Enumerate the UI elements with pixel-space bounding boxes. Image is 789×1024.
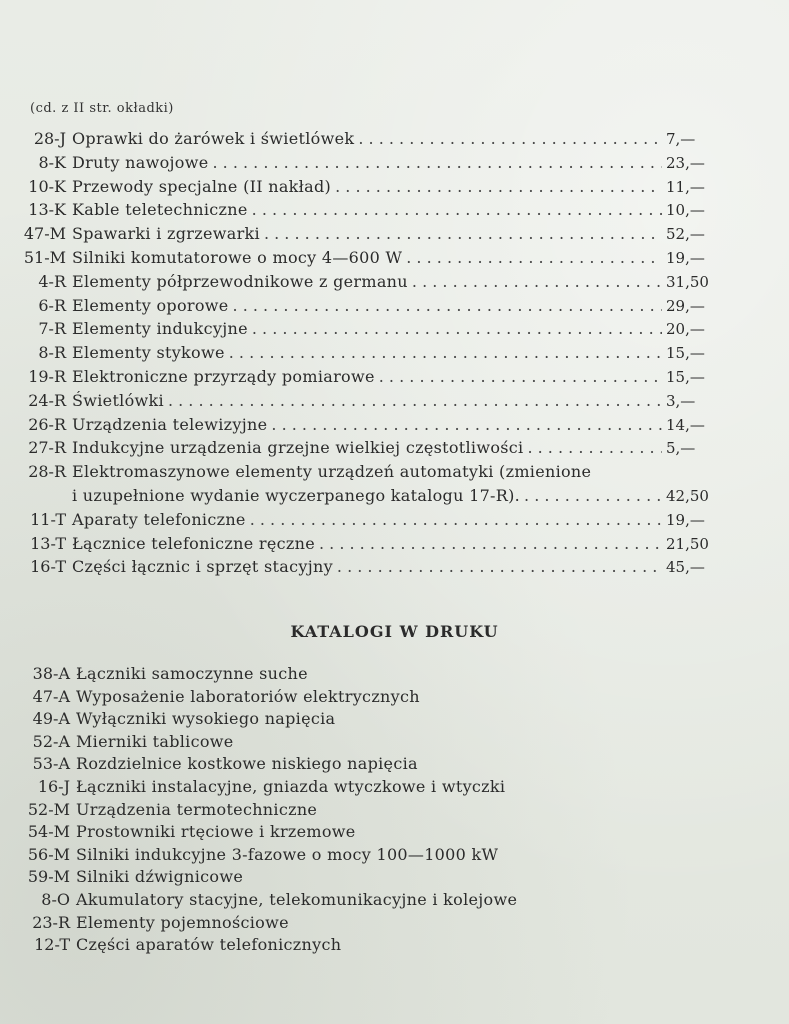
catalog-code: 28-J [33,129,66,148]
price-list-row [22,391,718,415]
catalog-code: 8-R [38,343,66,363]
dot-leader [168,391,662,410]
catalog-title: Łączniki samoczynne suche [76,664,308,683]
catalog-title: Kable teletechniczne [72,200,248,220]
catalog-code: 10-K [28,176,66,196]
list-item [22,913,722,936]
catalog-title: Oprawki do żarówek i świetlówek [72,129,355,148]
catalog-title: Świetlówki [72,390,164,410]
dot-leader [337,557,662,576]
catalog-title: Łączniki instalacyjne, gniazda wtyczkowe i wtyczki [76,776,506,796]
catalog-title: Części łącznic i sprzęt stacyjny [72,557,333,577]
catalog-code: 8-K [38,152,66,172]
dot-leader [406,248,662,267]
price-list-row [22,224,718,248]
catalog-price: 15,— [666,344,705,363]
price-list-row-continuation [22,486,718,510]
list-item [22,777,722,800]
catalog-code: 51-M [23,247,66,267]
dot-leader [264,224,662,243]
price-list-row [22,534,718,558]
list-item [22,664,722,687]
catalog-code: 13-T [30,533,66,553]
price-list-row [22,415,718,439]
catalog-code: 12-T [34,935,70,955]
catalog-title: Przewody specjalne (II nakład) [72,176,332,196]
catalog-price: 52,— [666,225,705,244]
price-list-row [22,510,718,534]
price-list-row [22,319,718,343]
price-list-row [22,438,718,462]
catalog-price: 10,— [666,201,705,220]
catalog-price: 19,— [666,248,705,267]
price-list [22,129,718,581]
catalog-price: 11,— [666,177,705,196]
dot-leader [252,319,662,338]
price-list-row [22,129,718,153]
catalog-title: i uzupełnione wydanie wyczerpanego katalogu 17-R). [72,485,521,505]
catalog-code: 28-R [28,462,66,482]
catalog-code: 19-R [28,366,66,386]
list-item [22,822,722,845]
catalog-title: Silniki komutatorowe o mocy 4—600 W [72,247,403,267]
catalog-code: 38-A [32,664,70,683]
catalog-title: Wyłączniki wysokiego napięcia [76,709,336,729]
list-item [22,890,722,913]
catalog-title: Łącznice telefoniczne ręczne [72,533,315,553]
catalog-price: 20,— [666,320,705,339]
dot-leader [212,153,662,172]
catalog-title: Elementy pojemnościowe [76,912,289,932]
price-list-row [22,177,718,201]
catalog-title: Urządzenia termotechniczne [76,799,318,819]
catalog-price: 31,50 [666,272,709,291]
catalog-title: Mierniki tablicowe [76,731,234,751]
catalog-code: 11-T [30,509,66,529]
list-item [22,709,722,732]
catalog-price: 19,— [666,510,705,529]
catalog-code: 13-K [28,200,66,220]
catalog-title: Elektroniczne przyrządy pomiarowe [72,366,375,386]
continuation-note: (cd. z II str. okładki) [30,101,174,116]
dot-leader [233,296,662,315]
catalog-code: 27-R [28,438,66,458]
dot-leader [335,177,662,196]
catalog-price: 15,— [666,367,705,386]
catalog-title: Elementy oporowe [72,295,229,315]
catalog-title: Części aparatów telefonicznych [76,935,342,955]
catalog-price: 14,— [666,415,705,434]
catalog-title: Aparaty telefoniczne [72,509,246,529]
in-print-list [22,664,722,958]
catalog-title: Rozdzielnice kostkowe niskiego napięcia [76,754,418,774]
catalog-title: Silniki dźwignicowe [76,867,244,887]
list-item [22,732,722,755]
catalog-code: 26-R [28,414,66,434]
catalog-title: Indukcyjne urządzenia grzejne wielkiej częstotliwości [72,438,524,458]
list-item [22,754,722,777]
dot-leader [524,486,662,505]
catalog-code: 16-T [30,557,66,577]
catalog-code: 56-M [27,844,70,864]
catalog-code: 49-A [32,709,70,729]
catalog-code: 52-M [27,799,70,819]
catalog-title: Silniki indukcyjne 3-fazowe o mocy 100—1000 kW [76,844,499,864]
dot-leader [252,200,662,219]
catalog-price: 23,— [666,153,705,172]
catalog-code: 47-A [32,686,70,706]
list-item [22,687,722,710]
catalog-code: 52-A [32,731,70,751]
price-list-row [22,367,718,391]
list-item [22,867,722,890]
catalog-title: Elektromaszynowe elementy urządzeń automatyki (zmienione [72,462,592,482]
catalog-title: Wyposażenie laboratoriów elektrycznych [76,686,420,706]
dot-leader [229,343,662,362]
list-item [22,845,722,868]
catalog-title: Urządzenia telewizyjne [72,414,268,434]
dot-leader [319,534,662,553]
catalog-title: Akumulatory stacyjne, telekomunikacyjne i kolejowe [76,889,518,909]
catalog-code: 4-R [38,271,66,291]
catalog-price: 45,— [666,558,705,577]
price-list-row [22,296,718,320]
catalog-title: Prostowniki rtęciowe i krzemowe [76,822,356,842]
dot-leader [250,510,662,529]
catalog-code: 59-M [27,867,70,887]
catalog-price: 42,50 [666,486,709,505]
catalog-code: 47-M [23,224,66,244]
catalog-title: Spawarki i zgrzewarki [72,224,260,244]
catalog-price: 29,— [666,296,705,315]
catalog-price: 7,— [666,130,696,148]
catalog-code: 8-O [41,889,70,909]
dot-leader [379,367,662,386]
catalog-title: Elementy indukcyjne [72,319,248,339]
catalog-price: 21,50 [666,534,709,553]
price-list-row [22,272,718,296]
price-list-row [22,200,718,224]
price-list-row [22,343,718,367]
catalog-code: 23-R [32,912,70,932]
catalog-price: 5,— [666,439,696,458]
catalog-code: 53-A [32,754,70,774]
price-list-row [22,557,718,581]
dot-leader [271,415,662,434]
catalog-title: Elementy półprzewodnikowe z germanu [72,271,408,291]
list-item [22,935,722,958]
catalog-code: 7-R [38,319,66,339]
catalog-price: 3,— [666,391,696,410]
price-list-row [22,462,718,486]
catalog-title: Druty nawojowe [72,152,209,172]
dot-leader [412,272,662,291]
dot-leader [527,438,662,457]
catalog-title: Elementy stykowe [72,343,225,363]
dot-leader [358,129,662,148]
price-list-row [22,248,718,272]
section-heading: KATALOGI W DRUKU [290,622,499,641]
catalog-code: 54-M [27,822,70,842]
catalog-code: 24-R [28,390,66,410]
price-list-row [22,153,718,177]
list-item [22,800,722,823]
catalog-code: 16-J [37,776,70,796]
catalog-code: 6-R [38,295,66,315]
